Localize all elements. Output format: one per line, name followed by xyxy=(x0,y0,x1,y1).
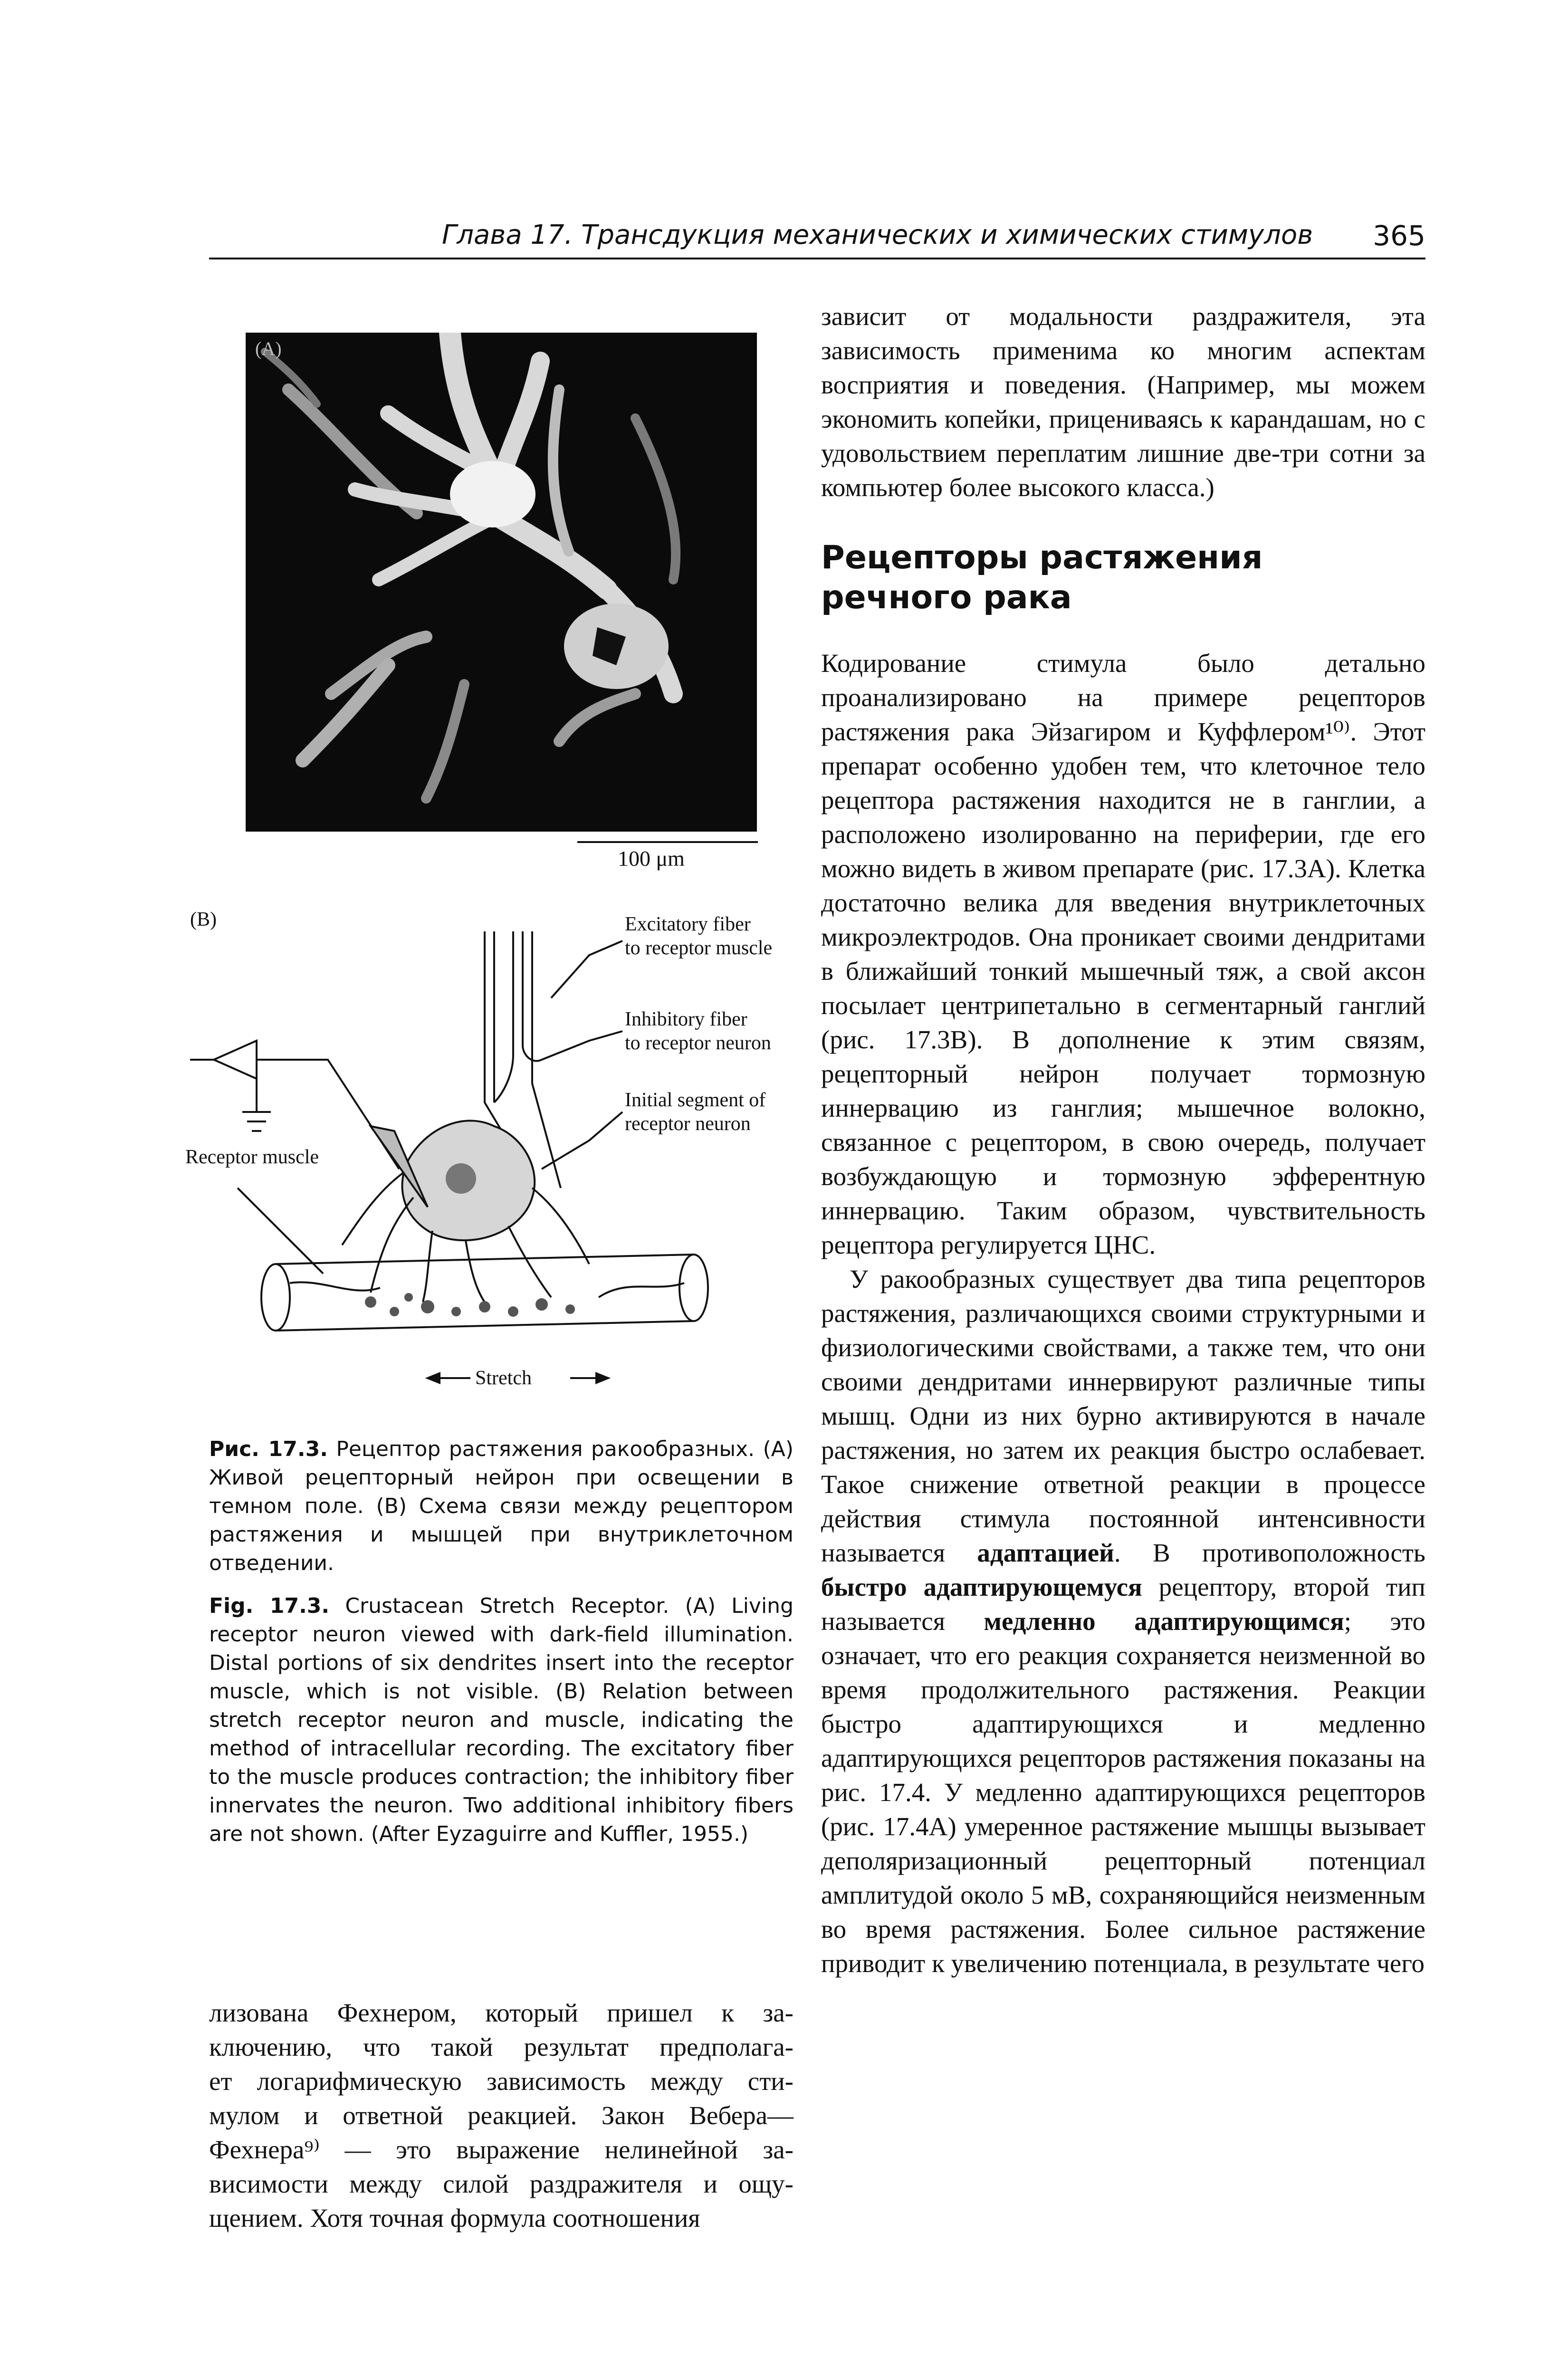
paragraph-encoding: Кодирование стимула было детально проанализировано на примере рецепторов растяжения рака Эйзагиром и Куффлером¹⁰⁾. Этот препарат особенно удобен тем, что клеточное тело рецептора растяжения находится не в ганглии, а расположено изолированно на периферии, где его можно видеть в живом препарате (рис. 17.3А). Клетка достаточно велика для введения внутриклеточных микроэлектродов. Она проникает своими дендритами в ближайший тонкий мышечный тяж, а свой аксон посылает центрипетально в сегментарный ганглий (рис. 17.3В). В дополнение к этим связям, рецепторный нейрон получает тормозную иннервацию из ганглия; мышечное волокно, связанное с рецептором, в свою очередь, получает возбуждающую и тормозную эфферентную иннервацию. Таким образом, чувствительность рецептора регулируется ЦНС. xyxy=(821,649,1425,1259)
diagram-panel-b xyxy=(181,903,798,1392)
figure-caption xyxy=(209,1435,794,1863)
text-line: Фехнера⁹⁾ — это выражение нелинейной за- xyxy=(209,2135,794,2164)
text-line: ключению, что такой результат предполага- xyxy=(209,2032,794,2061)
panel-a-label: (A) xyxy=(255,338,282,359)
paragraph-continuation: зависит от модальности раздражителя, эта зависимость применима ко многим аспектам восприятия и поведения. (Например, мы можем экономить копейки, прицениваясь к карандашам, но с удовольствием переплатим лишние две-три сотни за компьютер более высокого класса.) xyxy=(821,302,1425,502)
text-line: висимости между силой раздражителя и ощу- xyxy=(209,2169,794,2198)
receptor-muscle-label: Receptor muscle xyxy=(185,1146,319,1168)
paragraph-receptor-types: У ракообразных существует два типа рецепторов растяжения, различающихся своими структурными и физиологическими свойствами, а также тем, что они своими дендритами иннервируют различные типы мышц. Одни из них бурно активируются в начале растяжения, но затем их реакция быстро ослабевает. Такое снижение ответной реакции в процессе действия стимула постоянной интенсивности называется адаптацией. В противоположность быстро адаптирующемуся рецептору, второй тип называется медленно адаптирующимся; это означает, что его реакция сохраняется неизменной во время продолжительного растяжения. Реакции быстро адаптирующихся и медленно адаптирующихся рецепторов растяжения показаны на рис. 17.4. У медленно адаптирующихся рецепторов (рис. 17.4А) умеренное растяжение мышцы вызывает деполяризационный рецепторный потенциал амплитудой около 5 мВ, сохраняющийся неизменным во время растяжения. Более сильное растяжение приводит к увеличению потенциала, в результате чего xyxy=(821,1265,1425,1978)
caption-russian: Рис. 17.3. Рецептор растяжения ракообразных. (А) Живой рецепторный нейрон при освещении в темном поле. (В) Схема связи между рецептором растяжения и мышцей при внутриклеточном отведении. xyxy=(209,1437,794,1575)
text-line: ет логарифмическую зависимость между сти- xyxy=(209,2067,794,2096)
running-head xyxy=(209,220,1425,259)
page-number: 365 xyxy=(1373,220,1425,252)
excitatory-fiber-label: Excitatory fiber to receptor muscle xyxy=(625,913,773,959)
text-line: щением. Хотя точная формула соотношения xyxy=(209,2204,700,2232)
section-heading: Рецепторы растяжения речного рака xyxy=(821,539,1263,616)
inhibitory-fiber-label: Inhibitory fiber to receptor neuron xyxy=(625,1008,771,1054)
caption-english: Fig. 17.3. Crustacean Stretch Receptor. (A) Living receptor neuron viewed with dark-field illumination. Distal portions of six dendrites insert into the receptor muscle, which is not visible. (B) Relation between stretch receptor neuron and muscle, indicating the method of intracellular recording. The excitatory fiber to the muscle produces contraction; the inhibitory fiber innervates the neuron. Two additional inhibitory fibers are not shown. (After Eyzaguirre and Kuffler, 1955.) xyxy=(209,1594,794,1846)
text-line: мулом и ответной реакцией. Закон Вебера— xyxy=(209,2101,794,2130)
right-column xyxy=(821,299,1425,1981)
scale-bar xyxy=(577,841,758,843)
micrograph-panel-a xyxy=(246,333,757,832)
scale-bar-label: 100 μm xyxy=(618,846,685,871)
neuron-micrograph xyxy=(246,333,757,832)
text-line: лизована Фехнером, который пришел к за- xyxy=(209,1998,794,2027)
stretch-label: Stretch xyxy=(475,1367,532,1389)
panel-b-label: (B) xyxy=(190,909,217,930)
chapter-title: Глава 17. Трансдукция механических и химических стимулов xyxy=(442,220,1313,250)
left-column-text xyxy=(209,1996,794,2235)
initial-segment-label: Initial segment of receptor neuron xyxy=(625,1089,766,1135)
